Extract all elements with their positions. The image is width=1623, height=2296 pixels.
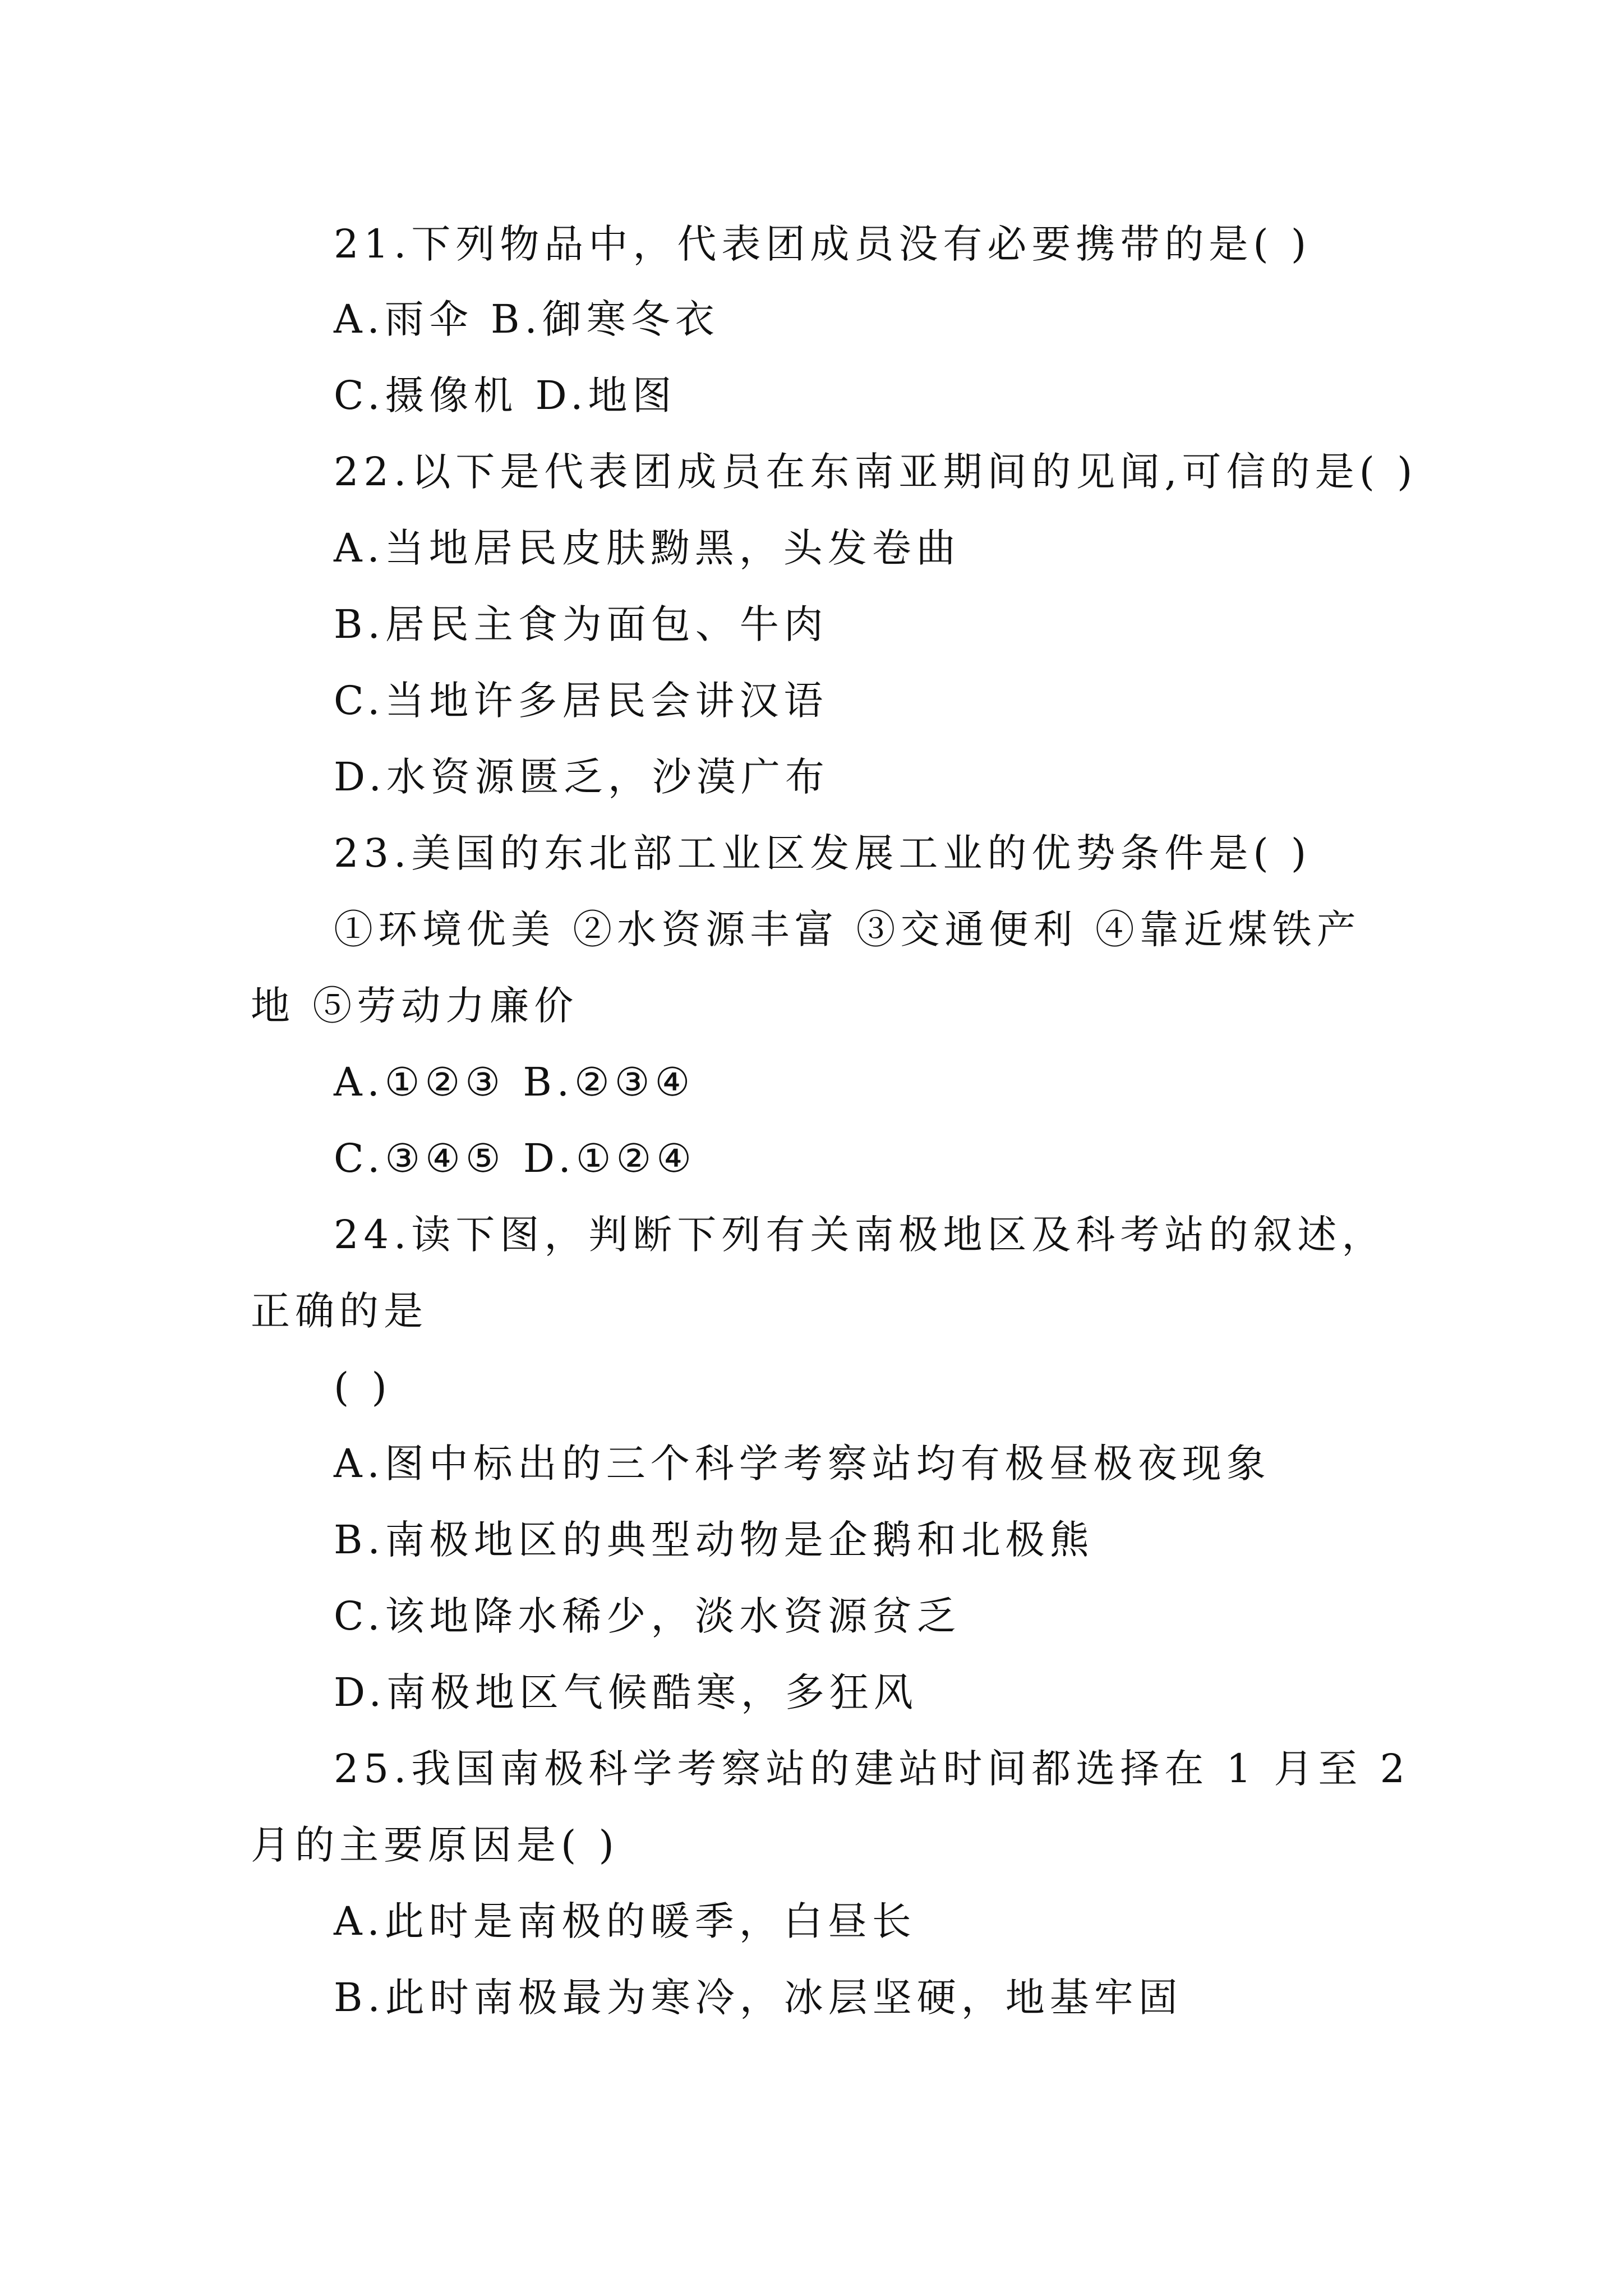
question-23-conditions-continued: 地 ⑤劳动力廉价 [251,983,579,1029]
question-22-stem: 22.以下是代表团成员在东南亚期间的见闻,可信的是( ) [334,449,1418,495]
question-25-stem: 25.我国南极科学考察站的建站时间都选择在 1 月至 2 [334,1746,1410,1792]
question-23-options-ab: A.①②③ B.②③④ [334,1059,695,1105]
question-24-answer-blank: ( ) [334,1364,392,1410]
question-24-option-c: C.该地降水稀少，淡水资源贫乏 [334,1593,961,1639]
question-23-stem: 23.美国的东北部工业区发展工业的优势条件是( ) [334,830,1312,876]
question-24-option-b: B.南极地区的典型动物是企鹅和北极熊 [334,1517,1094,1563]
question-21-stem: 21.下列物品中，代表团成员没有必要携带的是( ) [334,221,1312,267]
question-22-option-a: A.当地居民皮肤黝黑，头发卷曲 [334,525,961,571]
question-21-options-ab: A.雨伞 B.御寒冬衣 [334,296,720,342]
question-25-option-b: B.此时南极最为寒冷，冰层坚硬，地基牢固 [334,1975,1183,2021]
question-21-options-cd: C.摄像机 D.地图 [334,372,677,418]
question-25-stem-continued: 月的主要原因是( ) [251,1822,619,1868]
question-22-option-c: C.当地许多居民会讲汉语 [334,678,828,724]
question-23-options-cd: C.③④⑤ D.①②④ [334,1135,697,1181]
question-24-stem: 24.读下图，判断下列有关南极地区及科考站的叙述， [334,1212,1386,1258]
question-24-stem-continued: 正确的是 [251,1288,428,1334]
question-22-option-b: B.居民主食为面包、牛肉 [334,601,828,647]
question-24-option-a: A.图中标出的三个科学考察站均有极昼极夜现象 [334,1441,1271,1487]
question-24-option-d: D.南极地区气候酷寒，多狂风 [334,1669,918,1715]
question-25-option-a: A.此时是南极的暖季，白昼长 [334,1898,916,1944]
question-22-option-d: D.水资源匮乏，沙漠广布 [334,754,829,800]
question-23-conditions: ①环境优美 ②水资源丰富 ③交通便利 ④靠近煤铁产 [334,907,1361,953]
